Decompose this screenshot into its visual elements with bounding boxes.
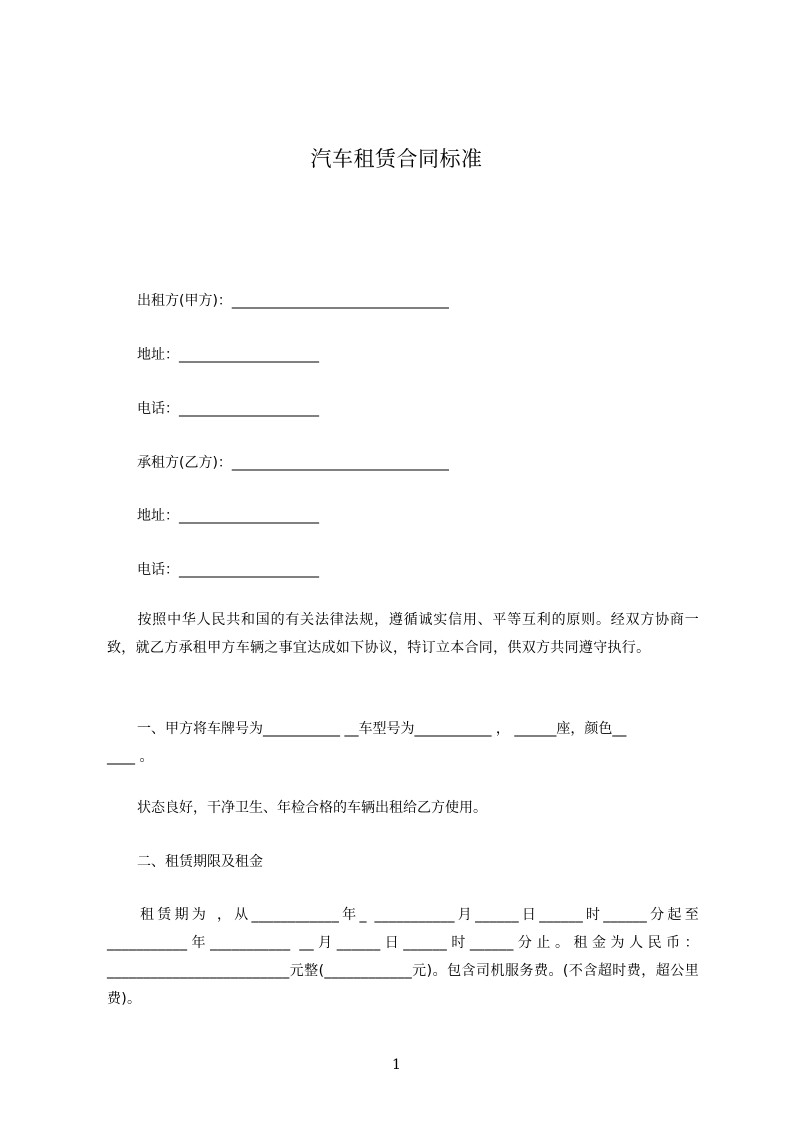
document-title: 汽车租赁合同标准 (310, 147, 483, 171)
preamble-text: 按照中华人民共和国的有关法律法规，遵循诚实信用、平等互利的原则。经双方协商一致，就乙方承租甲方车辆之事宜达成如下协议，特订立本合同，供双方共同遵守执行。 (107, 612, 699, 656)
lessee-address-line: 地址：____________________ (137, 508, 319, 524)
preamble-paragraph (107, 606, 699, 662)
page-number: 1 (392, 1057, 401, 1073)
lessor-line: 出租方(甲方)：_______________________________ (137, 293, 449, 309)
clause1-line2: ____ 。 (107, 749, 154, 765)
clause1-line1: 一、甲方将车牌号为___________ __车型号为___________ ， ______座，颜色__ (137, 721, 627, 737)
lessor-phone-line: 电话：____________________ (137, 401, 319, 417)
clause2-text: 租赁期为 ，从____________年_ ___________月______日______时______分起至___________年___________ __月______日______时______分止。租金为人民币：_________________________元整(____________元)。包含司机服务费。(不含超时费，超公里费)。 (107, 907, 699, 1007)
lessor-address-line: 地址：____________________ (137, 347, 319, 363)
clause1-condition: 状态良好，干净卫生、年检合格的车辆出租给乙方使用。 (137, 800, 487, 816)
clause2-heading: 二、租赁期限及租金 (137, 854, 263, 870)
lessee-line: 承租方(乙方)：_______________________________ (137, 455, 449, 471)
clause2-paragraph (107, 901, 699, 1013)
lessee-phone-line: 电话：____________________ (137, 562, 319, 578)
